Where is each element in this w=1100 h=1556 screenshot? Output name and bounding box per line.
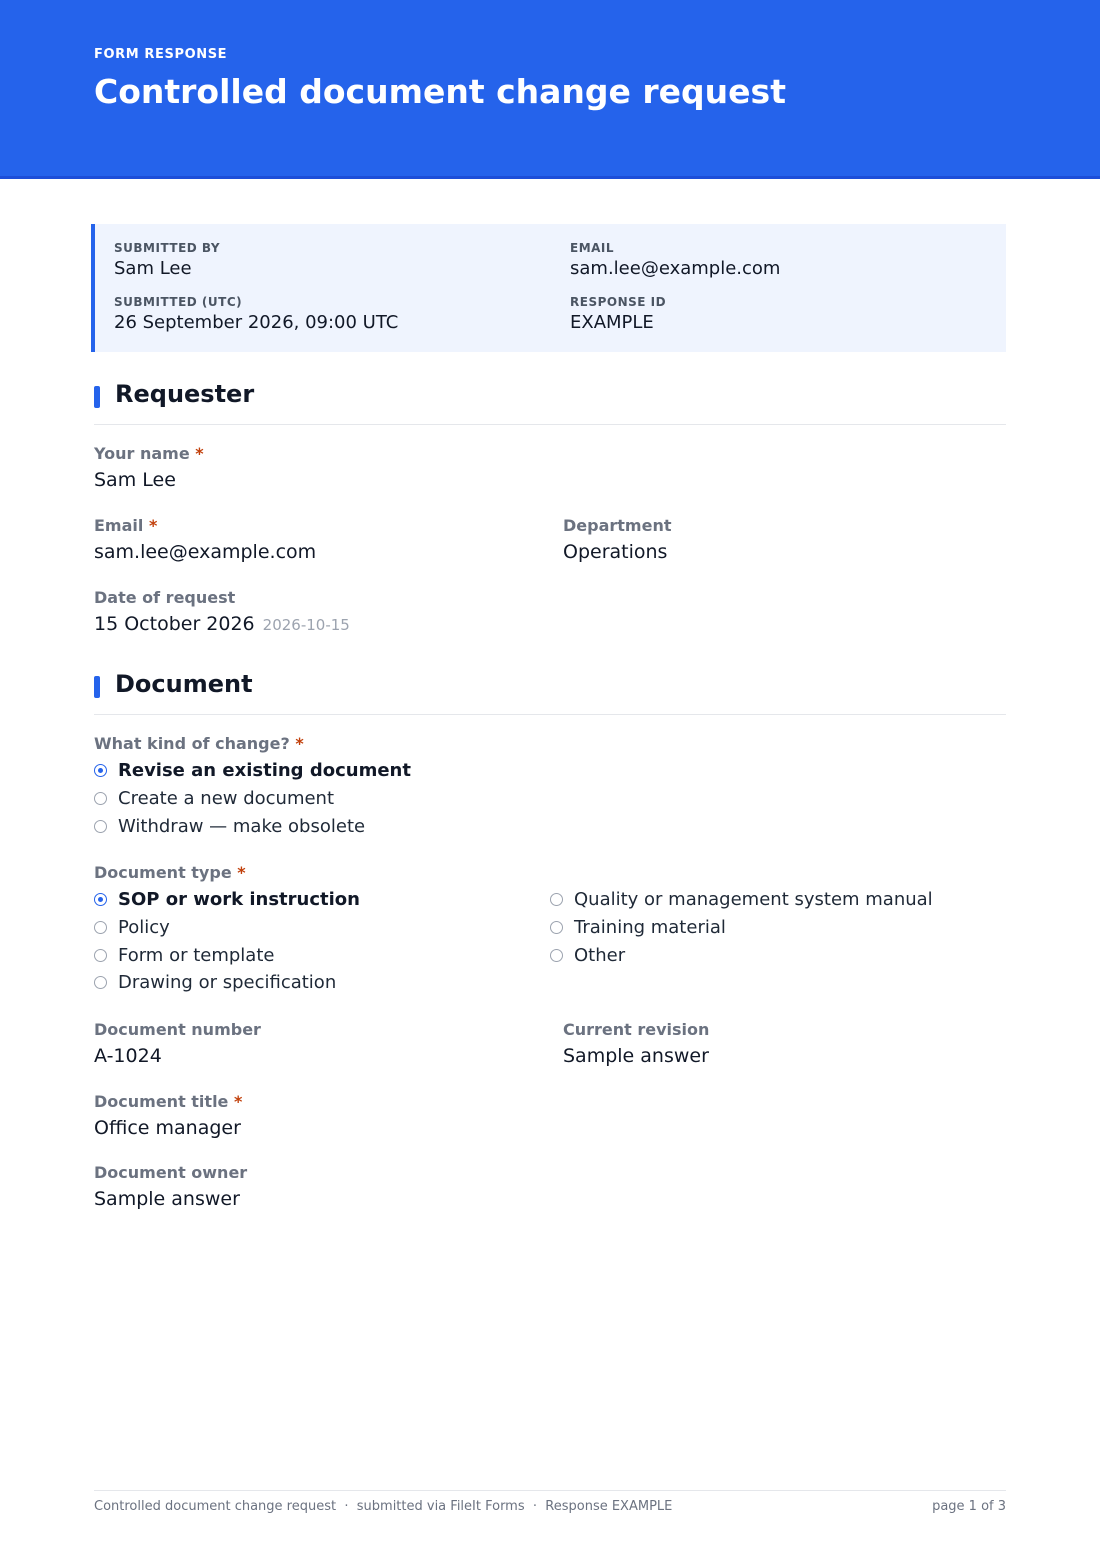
section-requester [94,380,1006,425]
section-title: Document [115,670,253,698]
radio-option-withdraw [94,816,365,837]
required-marker: * [237,863,246,882]
page-header [0,0,1100,179]
radio-option-sop [94,889,360,910]
field-change-kind [94,734,304,753]
field-document-owner [94,1163,247,1210]
field-label [94,863,246,882]
field-document-number [94,1020,261,1067]
required-marker: * [195,444,204,463]
radio-option-form [94,945,274,966]
radio-option-policy [94,917,170,938]
field-your-name [94,444,204,491]
field-value [94,613,350,635]
submission-meta-panel [91,224,1006,352]
field-label [94,1092,242,1111]
section-document [94,670,1006,715]
date-value: 15 October 2026 [94,613,255,635]
radio-empty-icon [94,820,107,833]
page-title: Controlled document change request [94,72,786,111]
field-label-text: Document type [94,863,232,882]
radio-empty-icon [550,893,563,906]
meta-label: RESPONSE ID [570,295,667,309]
field-document-title [94,1092,242,1139]
field-value: Sam Lee [94,469,176,491]
meta-label: EMAIL [570,241,615,255]
radio-option-manual [550,889,933,910]
field-email [94,516,316,563]
option-label: Other [574,945,626,966]
option-label: Form or template [118,945,275,966]
page-footer [94,1490,1006,1514]
field-label-text: Document title [94,1092,229,1111]
field-department [563,516,671,563]
meta-response-id [570,295,666,333]
meta-value: EXAMPLE [570,312,654,333]
field-document-type [94,863,246,882]
radio-option-other [550,945,625,966]
header-kicker: FORM RESPONSE [94,47,228,62]
section-title: Requester [115,380,255,408]
field-label: Document number [94,1020,261,1039]
option-label: Revise an existing document [118,760,411,781]
radio-selected-icon [94,764,107,777]
field-label [94,734,304,753]
field-label: Current revision [563,1020,710,1039]
radio-empty-icon [94,949,107,962]
radio-empty-icon [550,949,563,962]
radio-empty-icon [550,921,563,934]
radio-option-create [94,788,334,809]
meta-value: Sam Lee [114,258,192,279]
field-label: Date of request [94,588,236,607]
field-current-revision [563,1020,709,1067]
section-accent-bar [94,676,100,698]
option-label: Policy [118,917,170,938]
field-value: Operations [563,541,668,563]
meta-submitted-utc [114,295,398,333]
option-label: SOP or work instruction [118,889,360,910]
meta-label: SUBMITTED BY [114,241,221,255]
field-value: Office manager [94,1117,241,1139]
option-label: Drawing or specification [118,972,337,993]
page-number: page 1 of 3 [932,1499,1006,1514]
option-label: Training material [574,917,726,938]
field-label-text: What kind of change? [94,734,290,753]
meta-value: sam.lee@example.com [570,258,781,279]
field-label-text: Your name [94,444,190,463]
meta-email [570,241,780,279]
footer-text: Controlled document change request · submitted via FileIt Forms · Response EXAMPLE [94,1499,673,1514]
field-label: Department [563,516,672,535]
field-label-text: Email [94,516,144,535]
option-label: Quality or management system manual [574,889,933,910]
meta-label: SUBMITTED (UTC) [114,295,243,309]
radio-option-training [550,917,726,938]
field-label [94,444,204,463]
radio-empty-icon [94,792,107,805]
field-date-of-request [94,588,350,635]
required-marker: * [295,734,304,753]
field-value: A-1024 [94,1045,162,1067]
field-value: Sample answer [94,1188,240,1210]
required-marker: * [148,516,158,535]
field-value: Sample answer [563,1045,709,1067]
meta-value: 26 September 2026, 09:00 UTC [114,312,399,333]
meta-submitted-by [114,241,220,279]
field-label: Document owner [94,1163,248,1182]
field-label [94,516,316,535]
option-label: Withdraw — make obsolete [118,816,366,837]
radio-empty-icon [94,921,107,934]
required-marker: * [233,1092,243,1111]
option-label: Create a new document [118,788,335,809]
section-accent-bar [94,386,100,408]
radio-selected-icon [94,893,107,906]
radio-option-drawing [94,972,336,993]
field-value: sam.lee@example.com [94,541,317,563]
radio-empty-icon [94,976,107,989]
radio-option-revise [94,760,411,781]
date-iso: 2026-10-15 [262,616,350,634]
